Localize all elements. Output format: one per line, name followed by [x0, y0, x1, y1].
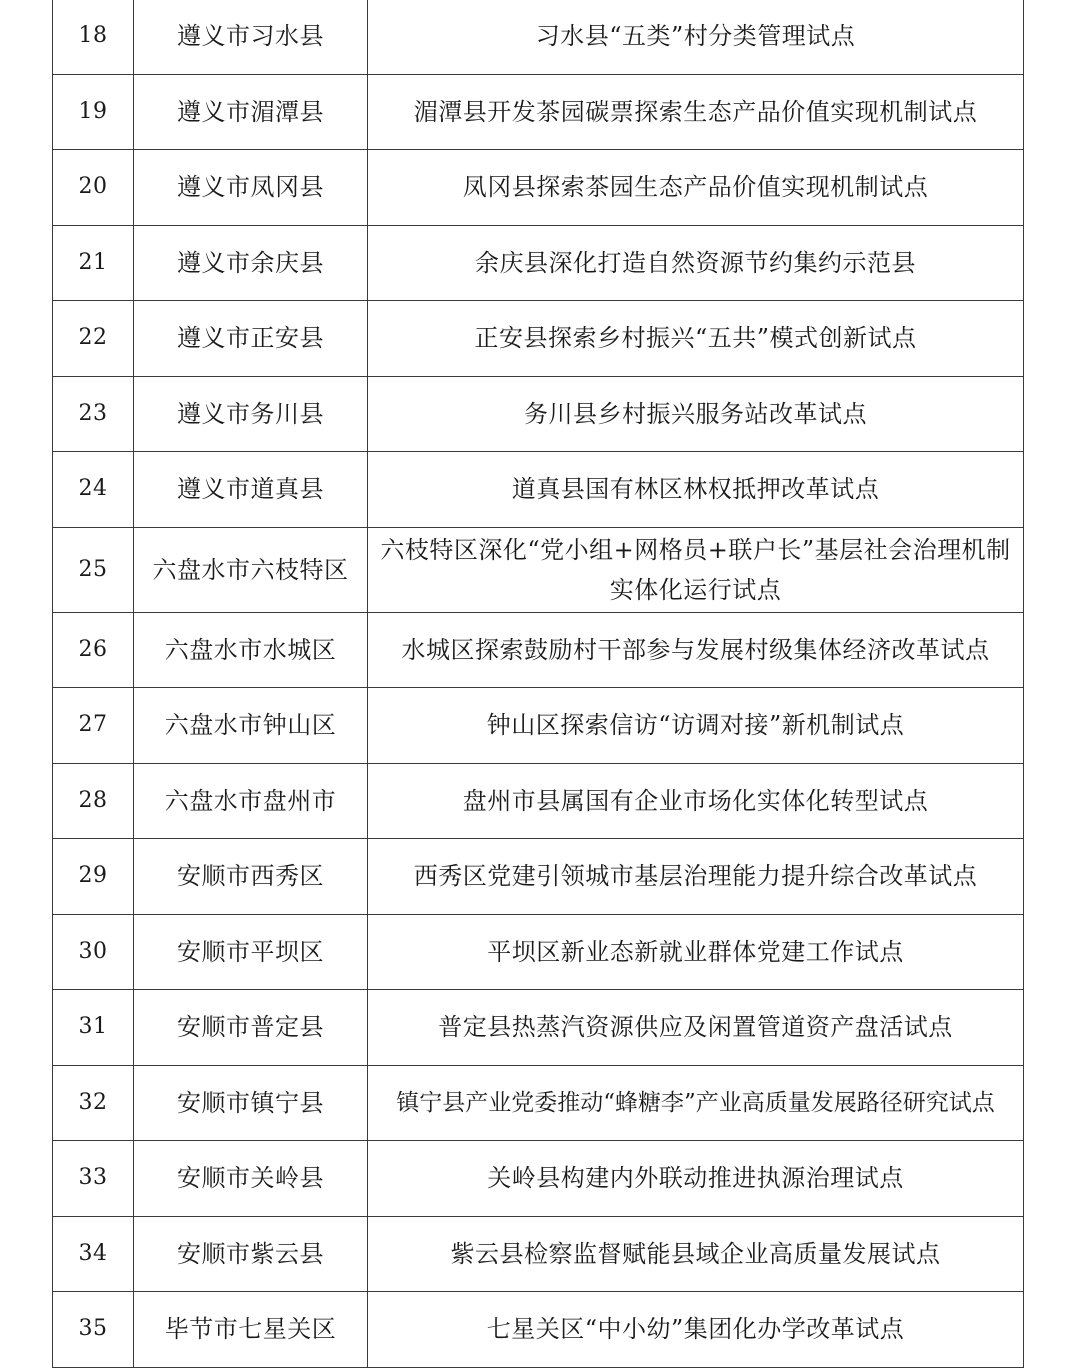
table-row [53, 1216, 1024, 1292]
row-project: 平坝区新业态新就业群体党建工作试点 [368, 914, 1024, 990]
row-project: 水城区探索鼓励村干部参与发展村级集体经济改革试点 [368, 612, 1024, 688]
row-area: 遵义市凤冈县 [134, 150, 368, 226]
row-project: 习水县“五类”村分类管理试点 [368, 0, 1024, 74]
row-number: 23 [53, 376, 134, 452]
row-project: 湄潭县开发茶园碳票探索生态产品价值实现机制试点 [368, 74, 1024, 150]
row-area: 六盘水市六枝特区 [134, 527, 368, 612]
row-area: 安顺市西秀区 [134, 839, 368, 915]
table-row [53, 1141, 1024, 1217]
row-area: 六盘水市钟山区 [134, 688, 368, 764]
row-number: 24 [53, 452, 134, 528]
row-project: 盘州市县属国有企业市场化实体化转型试点 [368, 763, 1024, 839]
row-area: 遵义市湄潭县 [134, 74, 368, 150]
row-number: 19 [53, 74, 134, 150]
table-row [53, 688, 1024, 764]
row-number: 28 [53, 763, 134, 839]
row-project: 凤冈县探索茶园生态产品价值实现机制试点 [368, 150, 1024, 226]
row-project: 紫云县检察监督赋能县域企业高质量发展试点 [368, 1216, 1024, 1292]
table-row [53, 0, 1024, 74]
row-project: 钟山区探索信访“访调对接”新机制试点 [368, 688, 1024, 764]
row-number: 27 [53, 688, 134, 764]
table-row [53, 301, 1024, 377]
table-row [53, 74, 1024, 150]
row-area: 遵义市道真县 [134, 452, 368, 528]
table-row [53, 527, 1024, 612]
table-row [53, 839, 1024, 915]
row-number: 18 [53, 0, 134, 74]
row-area: 安顺市紫云县 [134, 1216, 368, 1292]
row-area: 安顺市关岭县 [134, 1141, 368, 1217]
row-number: 21 [53, 225, 134, 301]
pilot-projects-table [52, 0, 1024, 1368]
row-number: 31 [53, 990, 134, 1066]
table-row [53, 150, 1024, 226]
row-number: 29 [53, 839, 134, 915]
row-number: 32 [53, 1065, 134, 1141]
row-area: 安顺市镇宁县 [134, 1065, 368, 1141]
table-row [53, 452, 1024, 528]
row-project: 普定县热蒸汽资源供应及闲置管道资产盘活试点 [368, 990, 1024, 1066]
table-row [53, 914, 1024, 990]
row-area: 遵义市务川县 [134, 376, 368, 452]
table-row [53, 990, 1024, 1066]
table-body [53, 0, 1024, 1367]
row-area: 六盘水市盘州市 [134, 763, 368, 839]
row-number: 25 [53, 527, 134, 612]
row-number: 20 [53, 150, 134, 226]
table-row [53, 1065, 1024, 1141]
row-project: 镇宁县产业党委推动“蜂糖李”产业高质量发展路径研究试点 [368, 1065, 1024, 1141]
pilot-projects-table-wrapper [52, 0, 1024, 1368]
table-row [53, 376, 1024, 452]
row-project: 道真县国有林区林权抵押改革试点 [368, 452, 1024, 528]
row-area: 毕节市七星关区 [134, 1292, 368, 1368]
row-number: 30 [53, 914, 134, 990]
row-project: 七星关区“中小幼”集团化办学改革试点 [368, 1292, 1024, 1368]
row-area: 遵义市习水县 [134, 0, 368, 74]
row-area: 安顺市普定县 [134, 990, 368, 1066]
table-row [53, 225, 1024, 301]
row-number: 22 [53, 301, 134, 377]
row-area: 遵义市余庆县 [134, 225, 368, 301]
table-row [53, 1292, 1024, 1368]
row-number: 35 [53, 1292, 134, 1368]
row-number: 26 [53, 612, 134, 688]
row-area: 安顺市平坝区 [134, 914, 368, 990]
row-project: 六枝特区深化“党小组+网格员+联户长”基层社会治理机制实体化运行试点 [368, 527, 1024, 612]
row-project: 正安县探索乡村振兴“五共”模式创新试点 [368, 301, 1024, 377]
row-number: 34 [53, 1216, 134, 1292]
row-project: 西秀区党建引领城市基层治理能力提升综合改革试点 [368, 839, 1024, 915]
table-row [53, 612, 1024, 688]
row-project: 关岭县构建内外联动推进执源治理试点 [368, 1141, 1024, 1217]
row-project: 余庆县深化打造自然资源节约集约示范县 [368, 225, 1024, 301]
row-number: 33 [53, 1141, 134, 1217]
row-area: 遵义市正安县 [134, 301, 368, 377]
table-row [53, 763, 1024, 839]
row-project: 务川县乡村振兴服务站改革试点 [368, 376, 1024, 452]
row-area: 六盘水市水城区 [134, 612, 368, 688]
